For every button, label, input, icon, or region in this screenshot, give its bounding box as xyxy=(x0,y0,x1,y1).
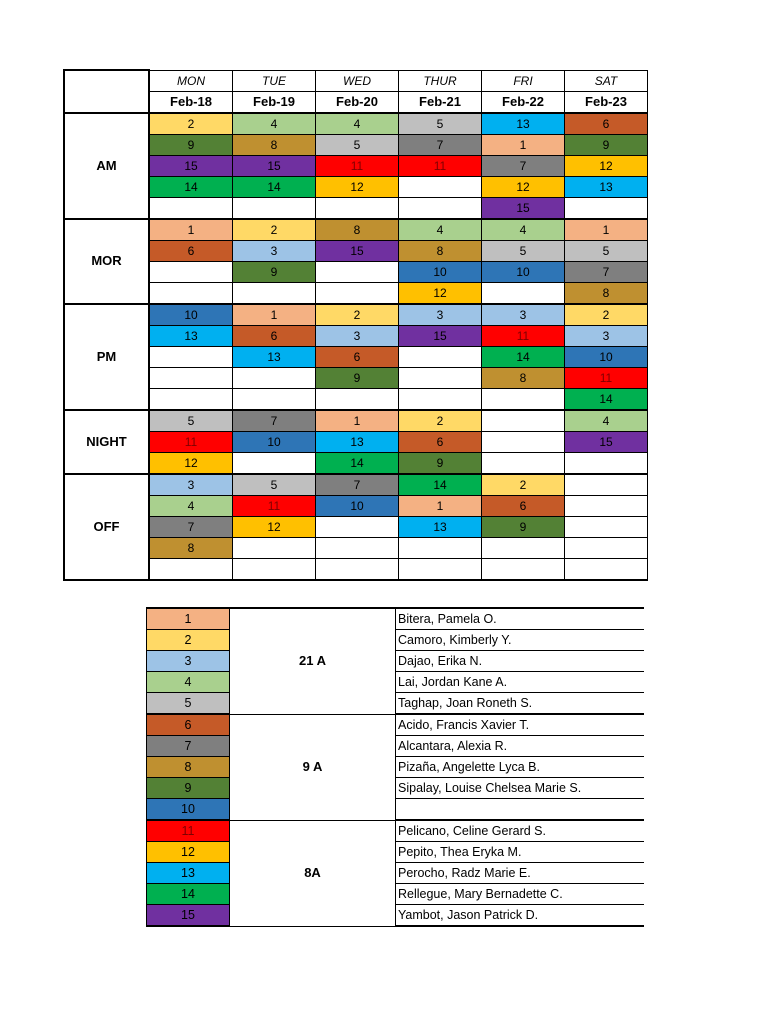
schedule-cell xyxy=(482,388,565,410)
legend-color-number: 1 xyxy=(147,608,230,630)
day-header: WED xyxy=(316,70,399,91)
schedule-cell: 11 xyxy=(399,155,482,176)
schedule-cell: 15 xyxy=(233,155,316,176)
schedule-cell xyxy=(565,537,648,558)
shift-row xyxy=(64,325,648,346)
schedule-cell: 3 xyxy=(316,325,399,346)
day-header: SAT xyxy=(565,70,648,91)
shift-row xyxy=(64,176,648,197)
schedule-cell xyxy=(233,367,316,388)
schedule-cell: 8 xyxy=(233,134,316,155)
legend-color-number: 3 xyxy=(147,651,230,672)
date-header: Feb-20 xyxy=(316,91,399,113)
schedule-cell xyxy=(149,261,233,282)
schedule-cell: 14 xyxy=(399,474,482,496)
day-header: TUE xyxy=(233,70,316,91)
shift-label: OFF xyxy=(64,474,149,580)
shift-row xyxy=(64,558,648,580)
legend-row xyxy=(147,842,645,863)
schedule-cell: 12 xyxy=(565,155,648,176)
legend-member-name: Pelicano, Celine Gerard S. xyxy=(396,820,645,842)
schedule-cell xyxy=(233,282,316,304)
schedule-cell: 1 xyxy=(399,495,482,516)
schedule-cell xyxy=(399,388,482,410)
schedule-cell: 5 xyxy=(482,240,565,261)
schedule-cell: 6 xyxy=(399,431,482,452)
shift-row xyxy=(64,346,648,367)
legend-color-number: 6 xyxy=(147,714,230,736)
schedule-cell: 12 xyxy=(233,516,316,537)
shift-row xyxy=(64,431,648,452)
shift-row xyxy=(64,304,648,326)
legend-group-name: 9 A xyxy=(230,714,396,820)
schedule-cell: 10 xyxy=(399,261,482,282)
schedule-cell xyxy=(565,197,648,219)
schedule-cell: 14 xyxy=(149,176,233,197)
shift-label: PM xyxy=(64,304,149,410)
schedule-cell: 11 xyxy=(233,495,316,516)
shift-row xyxy=(64,388,648,410)
date-header: Feb-22 xyxy=(482,91,565,113)
legend-color-number: 11 xyxy=(147,820,230,842)
legend-member-name: Yambot, Jason Patrick D. xyxy=(396,905,645,927)
date-header-row xyxy=(64,91,648,113)
legend-color-number: 5 xyxy=(147,693,230,715)
shift-row xyxy=(64,537,648,558)
schedule-cell: 3 xyxy=(565,325,648,346)
schedule-cell xyxy=(316,388,399,410)
schedule-cell: 6 xyxy=(233,325,316,346)
shift-label: NIGHT xyxy=(64,410,149,474)
date-header: Feb-21 xyxy=(399,91,482,113)
schedule-cell: 1 xyxy=(565,219,648,241)
legend-member-name xyxy=(396,799,645,821)
legend-member-name: Dajao, Erika N. xyxy=(396,651,645,672)
schedule-cell: 9 xyxy=(233,261,316,282)
legend-row xyxy=(147,820,645,842)
schedule-cell xyxy=(233,197,316,219)
shift-row xyxy=(64,495,648,516)
schedule-cell xyxy=(482,282,565,304)
legend-group-name: 21 A xyxy=(230,608,396,714)
schedule-cell: 8 xyxy=(399,240,482,261)
legend-row xyxy=(147,778,645,799)
legend-member-name: Acido, Francis Xavier T. xyxy=(396,714,645,736)
legend-color-number: 8 xyxy=(147,757,230,778)
schedule-cell xyxy=(482,537,565,558)
schedule-cell: 9 xyxy=(399,452,482,474)
shift-row xyxy=(64,474,648,496)
date-header: Feb-18 xyxy=(149,91,233,113)
shift-row xyxy=(64,410,648,432)
legend-row xyxy=(147,608,645,630)
schedule-cell: 7 xyxy=(316,474,399,496)
legend-member-name: Alcantara, Alexia R. xyxy=(396,736,645,757)
schedule-cell: 7 xyxy=(399,134,482,155)
legend-row xyxy=(147,736,645,757)
schedule-cell: 1 xyxy=(482,134,565,155)
schedule-cell xyxy=(482,410,565,432)
schedule-cell xyxy=(565,474,648,496)
shift-row xyxy=(64,155,648,176)
schedule-cell xyxy=(233,388,316,410)
legend-color-number: 13 xyxy=(147,863,230,884)
schedule-cell: 12 xyxy=(149,452,233,474)
schedule-cell: 11 xyxy=(149,431,233,452)
date-header: Feb-19 xyxy=(233,91,316,113)
schedule-cell: 9 xyxy=(565,134,648,155)
schedule-cell: 10 xyxy=(482,261,565,282)
legend-member-name: Pepito, Thea Eryka M. xyxy=(396,842,645,863)
schedule-cell: 8 xyxy=(482,367,565,388)
legend-member-name: Taghap, Joan Roneth S. xyxy=(396,693,645,715)
schedule-cell: 9 xyxy=(482,516,565,537)
schedule-cell xyxy=(399,367,482,388)
schedule-cell: 15 xyxy=(565,431,648,452)
schedule-cell: 8 xyxy=(149,537,233,558)
schedule-cell xyxy=(399,537,482,558)
schedule-cell: 11 xyxy=(482,325,565,346)
schedule-cell: 13 xyxy=(149,325,233,346)
legend-row xyxy=(147,863,645,884)
legend-color-number: 10 xyxy=(147,799,230,821)
schedule-cell: 1 xyxy=(149,219,233,241)
schedule-cell xyxy=(316,516,399,537)
legend-color-number: 9 xyxy=(147,778,230,799)
legend-member-name: Lai, Jordan Kane A. xyxy=(396,672,645,693)
legend-member-name: Bitera, Pamela O. xyxy=(396,608,645,630)
schedule-cell: 2 xyxy=(149,113,233,135)
schedule-cell: 7 xyxy=(233,410,316,432)
schedule-cell: 5 xyxy=(565,240,648,261)
schedule-cell: 4 xyxy=(482,219,565,241)
schedule-cell: 13 xyxy=(399,516,482,537)
schedule-cell xyxy=(399,197,482,219)
legend-member-name: Camoro, Kimberly Y. xyxy=(396,630,645,651)
schedule-cell: 8 xyxy=(316,219,399,241)
shift-row xyxy=(64,516,648,537)
schedule-cell: 4 xyxy=(565,410,648,432)
legend-color-number: 15 xyxy=(147,905,230,927)
legend-row xyxy=(147,693,645,715)
shift-label: MOR xyxy=(64,219,149,304)
schedule-cell: 7 xyxy=(149,516,233,537)
schedule-cell: 13 xyxy=(482,113,565,135)
schedule-cell xyxy=(149,346,233,367)
schedule-cell xyxy=(316,261,399,282)
schedule-cell xyxy=(316,197,399,219)
schedule-cell: 13 xyxy=(233,346,316,367)
legend-color-number: 12 xyxy=(147,842,230,863)
schedule-cell: 10 xyxy=(316,495,399,516)
schedule-cell xyxy=(316,282,399,304)
shift-row xyxy=(64,261,648,282)
day-header-row xyxy=(64,70,648,91)
schedule-cell: 6 xyxy=(149,240,233,261)
shift-label: AM xyxy=(64,113,149,219)
schedule-cell: 10 xyxy=(149,304,233,326)
schedule-cell: 7 xyxy=(565,261,648,282)
schedule-cell: 6 xyxy=(565,113,648,135)
schedule-cell: 14 xyxy=(482,346,565,367)
shift-row xyxy=(64,134,648,155)
schedule-cell xyxy=(482,431,565,452)
schedule-cell: 14 xyxy=(233,176,316,197)
schedule-cell xyxy=(149,388,233,410)
schedule-cell: 2 xyxy=(316,304,399,326)
legend-row xyxy=(147,672,645,693)
schedule-cell xyxy=(482,452,565,474)
schedule-cell: 2 xyxy=(233,219,316,241)
legend-row xyxy=(147,884,645,905)
schedule-cell xyxy=(482,558,565,580)
schedule-cell: 1 xyxy=(316,410,399,432)
schedule-cell: 6 xyxy=(316,346,399,367)
schedule-cell: 12 xyxy=(316,176,399,197)
schedule-cell: 4 xyxy=(316,113,399,135)
schedule-cell xyxy=(149,197,233,219)
schedule-cell: 3 xyxy=(399,304,482,326)
shift-row xyxy=(64,219,648,241)
schedule-cell: 11 xyxy=(565,367,648,388)
schedule-cell xyxy=(149,282,233,304)
legend-color-number: 2 xyxy=(147,630,230,651)
shift-row xyxy=(64,282,648,304)
schedule-cell: 4 xyxy=(233,113,316,135)
schedule-cell xyxy=(149,558,233,580)
schedule-cell: 3 xyxy=(149,474,233,496)
shift-row xyxy=(64,240,648,261)
schedule-cell: 12 xyxy=(399,282,482,304)
legend-color-number: 4 xyxy=(147,672,230,693)
schedule-cell: 13 xyxy=(565,176,648,197)
schedule-cell xyxy=(399,176,482,197)
schedule-cell: 6 xyxy=(482,495,565,516)
day-header: FRI xyxy=(482,70,565,91)
legend-member-name: Pizaña, Angelette Lyca B. xyxy=(396,757,645,778)
schedule-cell xyxy=(316,558,399,580)
legend-row xyxy=(147,905,645,927)
shift-schedule-table xyxy=(63,69,648,581)
shift-row xyxy=(64,367,648,388)
legend-group-name: 8A xyxy=(230,820,396,926)
schedule-cell xyxy=(233,452,316,474)
schedule-cell: 3 xyxy=(233,240,316,261)
legend-color-number: 7 xyxy=(147,736,230,757)
schedule-cell xyxy=(233,537,316,558)
legend-row xyxy=(147,714,645,736)
schedule-cell: 15 xyxy=(399,325,482,346)
legend-row xyxy=(147,651,645,672)
schedule-cell: 2 xyxy=(399,410,482,432)
shift-row xyxy=(64,197,648,219)
schedule-cell: 14 xyxy=(565,388,648,410)
shift-row xyxy=(64,452,648,474)
schedule-cell: 5 xyxy=(233,474,316,496)
legend-member-name: Rellegue, Mary Bernadette C. xyxy=(396,884,645,905)
schedule-cell: 15 xyxy=(149,155,233,176)
schedule-cell xyxy=(565,495,648,516)
schedule-cell: 10 xyxy=(233,431,316,452)
schedule-cell: 4 xyxy=(149,495,233,516)
schedule-cell: 2 xyxy=(565,304,648,326)
schedule-cell xyxy=(565,558,648,580)
legend-row xyxy=(147,799,645,821)
schedule-cell: 1 xyxy=(233,304,316,326)
legend-color-number: 14 xyxy=(147,884,230,905)
schedule-cell xyxy=(233,558,316,580)
legend-row xyxy=(147,757,645,778)
schedule-cell: 5 xyxy=(149,410,233,432)
schedule-cell xyxy=(565,452,648,474)
staff-legend-table xyxy=(146,607,644,927)
legend-row xyxy=(147,630,645,651)
schedule-cell xyxy=(399,346,482,367)
schedule-cell: 2 xyxy=(482,474,565,496)
schedule-cell xyxy=(399,558,482,580)
schedule-cell: 4 xyxy=(399,219,482,241)
schedule-cell: 14 xyxy=(316,452,399,474)
day-header: MON xyxy=(149,70,233,91)
schedule-cell: 13 xyxy=(316,431,399,452)
schedule-cell: 9 xyxy=(316,367,399,388)
schedule-cell: 15 xyxy=(316,240,399,261)
schedule-cell: 5 xyxy=(399,113,482,135)
schedule-cell: 3 xyxy=(482,304,565,326)
legend-member-name: Perocho, Radz Marie E. xyxy=(396,863,645,884)
schedule-cell xyxy=(316,537,399,558)
schedule-cell xyxy=(565,516,648,537)
corner-cell xyxy=(64,70,149,113)
schedule-cell xyxy=(149,367,233,388)
legend-member-name: Sipalay, Louise Chelsea Marie S. xyxy=(396,778,645,799)
schedule-cell: 15 xyxy=(482,197,565,219)
schedule-cell: 12 xyxy=(482,176,565,197)
date-header: Feb-23 xyxy=(565,91,648,113)
schedule-cell: 10 xyxy=(565,346,648,367)
shift-row xyxy=(64,113,648,135)
schedule-cell: 11 xyxy=(316,155,399,176)
schedule-cell: 8 xyxy=(565,282,648,304)
day-header: THUR xyxy=(399,70,482,91)
schedule-cell: 5 xyxy=(316,134,399,155)
schedule-cell: 7 xyxy=(482,155,565,176)
schedule-cell: 9 xyxy=(149,134,233,155)
